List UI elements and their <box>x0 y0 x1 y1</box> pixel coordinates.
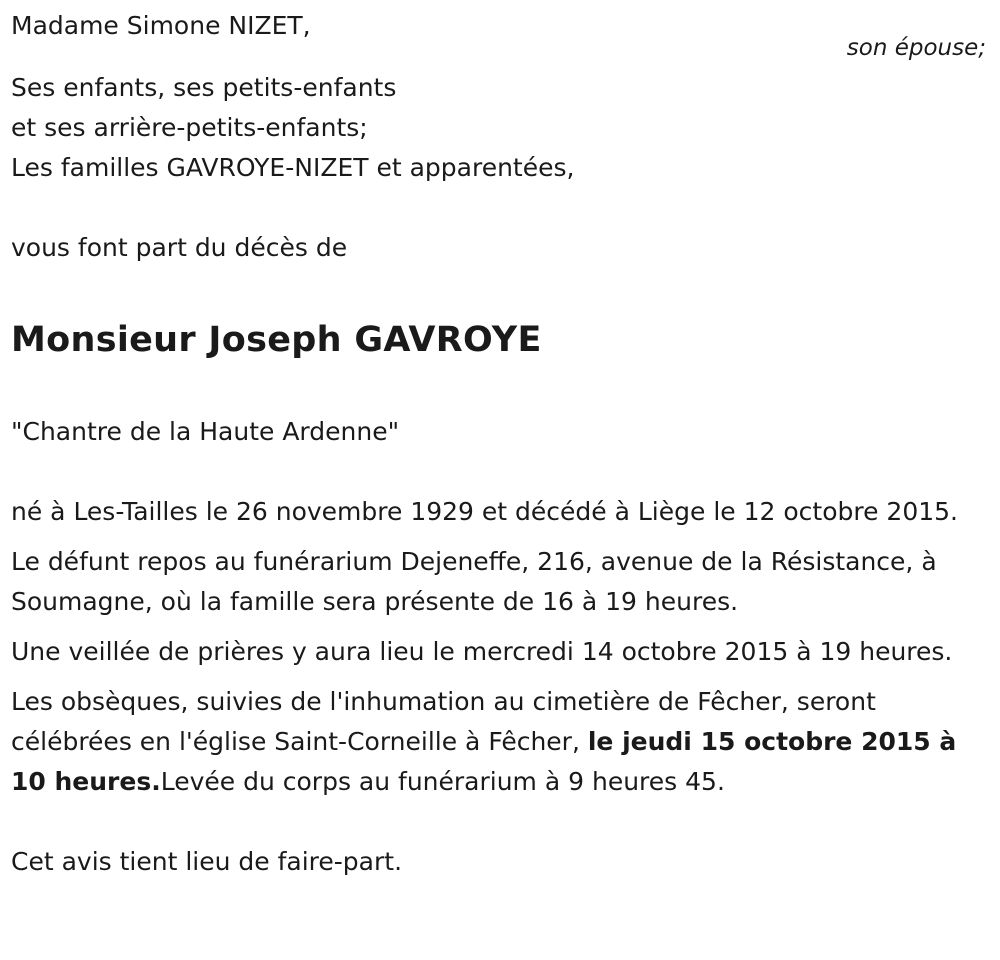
birth-death-text: né à Les-Tailles le 26 novembre 1929 et décédé à Liège le 12 octobre 2015. <box>11 497 958 526</box>
funeral-datetime: le jeudi 15 octobre 2015 à 10 heures. <box>11 727 957 796</box>
children-line-2: et ses arrière-petits-enfants; <box>11 113 368 142</box>
families-line: Les familles GAVROYE-NIZET et apparentées, <box>11 153 575 182</box>
funeral-text <box>11 682 986 802</box>
death-notice <box>11 6 986 882</box>
announcement-text: vous font part du décès de <box>11 233 348 262</box>
funeral-intro: Les obsèques, suivies de l'inhumation au cimetière de Fêcher, seront célébrées en l'église Saint-Corneille à Fêcher, <box>11 687 876 756</box>
spouse-row <box>11 6 986 61</box>
spouse-role: son épouse; <box>846 35 986 61</box>
deceased-name: Monsieur Joseph GAVROYE <box>11 320 542 360</box>
closing-text: Cet avis tient lieu de faire-part. <box>11 847 403 876</box>
deceased-nickname: "Chantre de la Haute Ardenne" <box>11 417 400 446</box>
spouse-name: Madame Simone NIZET, <box>11 11 311 40</box>
funeral-departure: Levée du corps au funérarium à 9 heures 45. <box>160 767 725 796</box>
repose-text: Le défunt repos au funérarium Dejeneffe, 216, avenue de la Résistance, à Soumagne, où la famille sera présente de 16 à 19 heures. <box>11 547 937 616</box>
children-line-1: Ses enfants, ses petits-enfants <box>11 73 397 102</box>
vigil-text: Une veillée de prières y aura lieu le mercredi 14 octobre 2015 à 19 heures. <box>11 637 953 666</box>
